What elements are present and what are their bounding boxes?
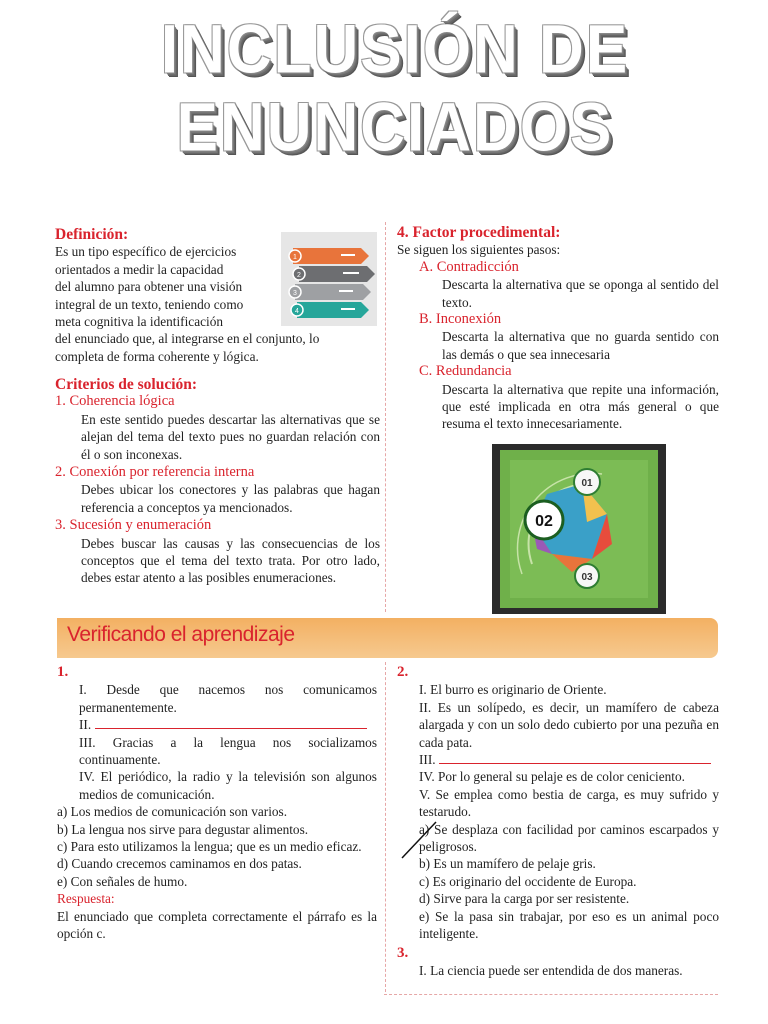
exercise-item: III. <box>419 752 436 768</box>
definicion-line: Es un tipo específico de ejercicios <box>55 244 237 260</box>
diagram-label: 03 <box>581 572 593 583</box>
section-banner <box>57 618 718 658</box>
option: a) Se desplaza con facilidad por caminos escarpados y peligrosos. <box>419 821 719 855</box>
respuesta-text: El enunciado que completa correctamente el párrafo es la opción <box>57 908 377 942</box>
column-divider <box>385 222 386 612</box>
exercise-2 <box>397 664 719 979</box>
factor-step-text: Descarta la alternativa que se oponga al sentido del texto. <box>442 277 719 310</box>
exercise-item: II. <box>79 717 92 733</box>
criterio-label: 1. Coherencia lógica <box>55 393 175 410</box>
infographic-number: 4 <box>295 308 299 315</box>
definicion-line: completa de forma coherente y lógica. <box>55 348 259 364</box>
definicion-line: meta cognitiva la identificación <box>55 314 223 330</box>
footer-divider <box>384 994 718 995</box>
factor-step-label: A. Contradicción <box>419 258 519 275</box>
handwritten-mark <box>396 816 442 862</box>
factor-heading: 4. Factor procedimental: <box>397 224 561 241</box>
factor-intro: Se siguen los siguientes pasos: <box>397 242 561 258</box>
page-title: INCLUSIÓN DE ENUNCIADOS <box>160 12 630 166</box>
diagram-label: 01 <box>581 478 593 489</box>
exercise-1 <box>57 664 377 943</box>
option: b) La lengua nos sirve para degustar alimentos. <box>57 821 309 837</box>
exercise-item: I. La ciencia puede ser entendida de dos maneras. <box>419 962 683 978</box>
blank-line <box>95 728 367 729</box>
exercise-item: I. El burro es originario de Oriente. <box>419 682 607 698</box>
banner-title: Verificando el aprendizaje <box>67 623 295 646</box>
infographic-number: 2 <box>297 272 301 279</box>
exercise-number: 3. <box>397 944 409 961</box>
exercise-number: 2. <box>397 664 409 680</box>
exercise-item: IV. Por lo general su pelaje es de color ceniciento. <box>419 769 685 785</box>
exercise-item: II. Es un solípedo, es decir, un mamífero de cabeza alargada y con un solo dedo cubierto por una pezuña en cada pata. <box>419 699 719 750</box>
factor-section <box>397 224 719 433</box>
infographic-number: 3 <box>293 290 297 297</box>
option: d) Sirve para la carga por ser resistente. <box>419 891 630 907</box>
definicion-heading: Definición: <box>55 226 129 243</box>
factor-step-label: C. Redundancia <box>419 363 512 380</box>
factor-step-label: B. Inconexión <box>419 311 502 328</box>
criterio-text: Debes buscar las causas y las consecuencias de los conceptos que el tema del texto trata. Por otro lado, debes estar atento a las posibles enumeraciones. <box>81 535 380 586</box>
column-divider <box>385 662 386 992</box>
option: b) Es un mamífero de pelaje gris. <box>419 856 596 872</box>
decorative-diagram-image <box>492 444 666 614</box>
blank-line <box>439 763 711 764</box>
option: d) Cuando crecemos caminamos en dos patas. <box>57 856 302 872</box>
exercise-number: 1. <box>57 664 69 680</box>
option: c) Para esto utilizamos la lengua; que es un medio eficaz. <box>57 839 362 855</box>
page-margin <box>730 0 768 1024</box>
criterios-section <box>55 376 380 587</box>
option: e) Se la pasa sin trabajar, por eso es un animal poco inteligente. <box>419 908 719 942</box>
criterio-text: En este sentido puedes descartar las alternativas que se alejan del tema del texto pues no guardan relación con él o son inconexas. <box>81 411 380 462</box>
respuesta-opcion: c. <box>96 926 106 942</box>
option: c) Es originario del occidente de Europa. <box>419 873 637 889</box>
option: e) Con señales de humo. <box>57 873 188 889</box>
definicion-line: integral de un texto, teniendo como <box>55 296 244 312</box>
criterio-label: 3. Sucesión y enumeración <box>55 517 212 534</box>
exercise-item: III. Gracias a la lengua nos socializamos continuamente. <box>79 734 377 768</box>
criterios-heading: Criterios de solución: <box>55 376 198 393</box>
definicion-line: del enunciado que, al integrarse en el conjunto, lo <box>55 331 320 347</box>
criterio-label: 2. Conexión por referencia interna <box>55 464 255 481</box>
definicion-line: orientados a medir la capacidad <box>55 261 224 277</box>
exercise-item: IV. El periódico, la radio y la televisión son algunos medios de comunicación. <box>79 769 377 802</box>
infographic-number: 1 <box>293 254 297 261</box>
infographic-image <box>281 232 377 326</box>
exercise-item: V. Se emplea como bestia de carga, es muy sufrido y testarudo. <box>419 786 719 820</box>
exercise-item: I. Desde que nacemos nos comunicamos permanentemente. <box>79 682 377 715</box>
option: a) Los medios de comunicación son varios. <box>57 804 288 820</box>
factor-step-text: Descarta la alternativa que no guarda sentido con las demás o que sea innecesaria <box>442 329 719 362</box>
diagram-label: 02 <box>535 513 553 530</box>
definicion-line: del alumno para obtener una visión <box>55 279 243 295</box>
criterio-text: Debes ubicar los conectores y las palabras que hagan referencia a conceptos ya mencionados. <box>81 482 380 515</box>
factor-step-text: Descarta la alternativa que repite una información, que esté implicada en otra más general o que resuma el texto innecesariamente. <box>442 381 719 432</box>
respuesta-label: Respuesta: <box>57 891 115 907</box>
